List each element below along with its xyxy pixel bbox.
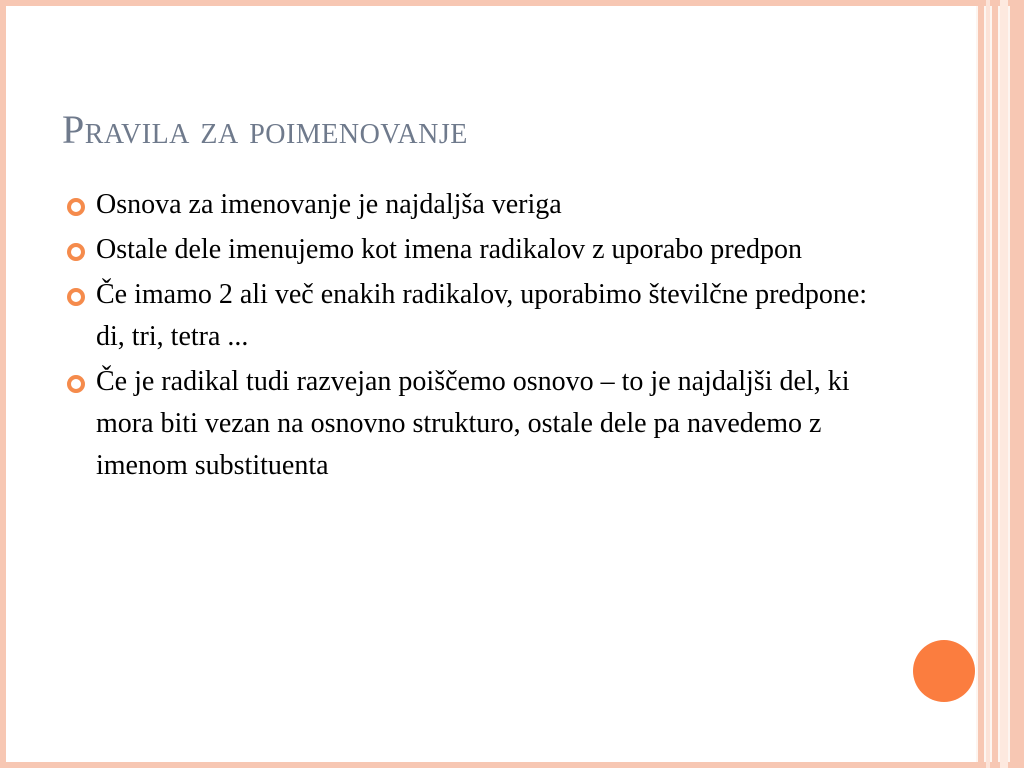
- bullet-item: [62, 274, 882, 358]
- slide-title: Pravila za poimenovanje: [62, 107, 468, 152]
- decor-stripe: [978, 0, 984, 768]
- bullet-text: Ostale dele imenujemo kot imena radikalov z uporabo predpon: [96, 234, 803, 265]
- decor-stripe: [1000, 0, 1008, 768]
- bullet-item: [62, 184, 882, 226]
- bullet-item: [62, 361, 882, 487]
- bullet-text: Osnova za imenovanje je najdaljša veriga: [96, 189, 562, 220]
- bullet-item: [62, 229, 882, 271]
- orange-circle-decoration-icon: [913, 640, 975, 702]
- bullet-list: [62, 184, 882, 490]
- decor-stripe: [992, 0, 998, 768]
- bullet-text: Če imamo 2 ali več enakih radikalov, uporabimo številčne predpone: di, tri, tetra ...: [96, 279, 868, 352]
- ring-bullet-icon: [67, 198, 85, 216]
- ring-bullet-icon: [67, 375, 85, 393]
- ring-bullet-icon: [67, 243, 85, 261]
- ring-bullet-icon: [67, 288, 85, 306]
- decor-stripe: [1010, 0, 1018, 768]
- decor-stripe: [986, 0, 990, 768]
- bullet-text: Če je radikal tudi razvejan poiščemo osnovo – to je najdaljši del, ki mora biti vezan na osnovno strukturo, ostale dele pa navedemo z imenom substituenta: [96, 366, 850, 481]
